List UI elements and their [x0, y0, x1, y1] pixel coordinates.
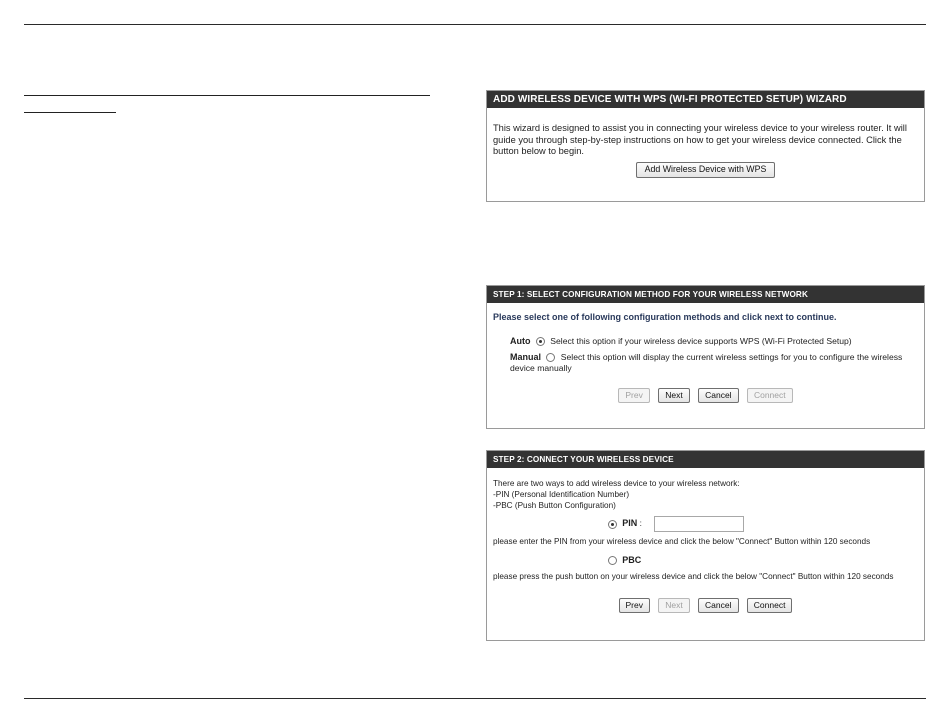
pbc-instruction: please press the push button on your wireless device and click the below "Connect" Button within 120 seconds	[493, 572, 894, 581]
step2-next-button[interactable]: Next	[658, 598, 689, 613]
pbc-definition: -PBC (Push Button Configuration)	[493, 501, 616, 510]
heading-underline	[24, 95, 430, 96]
top-rule	[24, 24, 926, 25]
step2-connect-button[interactable]: Connect	[747, 598, 793, 613]
step1-panel	[486, 285, 925, 429]
pin-definition: -PIN (Personal Identification Number)	[493, 490, 630, 499]
heading-underline-short	[24, 112, 116, 113]
pin-instruction: please enter the PIN from your wireless device and click the below "Connect" Button within 120 seconds	[493, 537, 871, 546]
step1-instruction: Please select one of following configuration methods and click next to continue.	[493, 312, 837, 322]
step2-prev-button[interactable]: Prev	[619, 598, 650, 613]
step1-cancel-button[interactable]: Cancel	[698, 388, 738, 403]
pin-colon: :	[639, 519, 642, 529]
manual-option-description: Select this option will display the current wireless settings for you to configure the wireless device manually	[510, 352, 903, 373]
step2-panel	[486, 450, 925, 641]
wps-wizard-header: ADD WIRELESS DEVICE WITH WPS (WI-FI PROTECTED SETUP) WIZARD	[487, 91, 924, 108]
step2-header: STEP 2: CONNECT YOUR WIRELESS DEVICE	[487, 451, 924, 468]
step1-next-button[interactable]: Next	[658, 388, 689, 403]
step1-connect-button[interactable]: Connect	[747, 388, 793, 403]
wps-wizard-panel	[486, 90, 925, 202]
auto-option-description: Select this option if your wireless device supports WPS (Wi-Fi Protected Setup)	[550, 336, 852, 346]
step1-header: STEP 1: SELECT CONFIGURATION METHOD FOR YOUR WIRELESS NETWORK	[487, 286, 924, 303]
add-wireless-device-button[interactable]: Add Wireless Device with WPS	[636, 162, 776, 178]
pbc-label: PBC	[622, 555, 642, 565]
pbc-radio[interactable]	[608, 556, 617, 565]
pin-label: PIN	[622, 518, 638, 529]
auto-radio[interactable]	[536, 337, 545, 346]
manual-option-label: Manual	[510, 352, 542, 362]
bottom-rule	[24, 698, 926, 699]
manual-radio[interactable]	[546, 353, 555, 362]
pin-radio[interactable]	[608, 520, 617, 529]
wps-wizard-description: This wizard is designed to assist you in connecting your wireless device to your wireless router. It will guide you through step-by-step instructions on how to get your wireless device connected. Click the button below to begin.	[493, 123, 907, 156]
auto-option-label: Auto	[510, 336, 531, 346]
step2-cancel-button[interactable]: Cancel	[698, 598, 738, 613]
pin-input[interactable]	[654, 516, 744, 532]
step2-intro: There are two ways to add wireless device to your wireless network:	[493, 479, 740, 488]
step1-prev-button[interactable]: Prev	[618, 388, 649, 403]
